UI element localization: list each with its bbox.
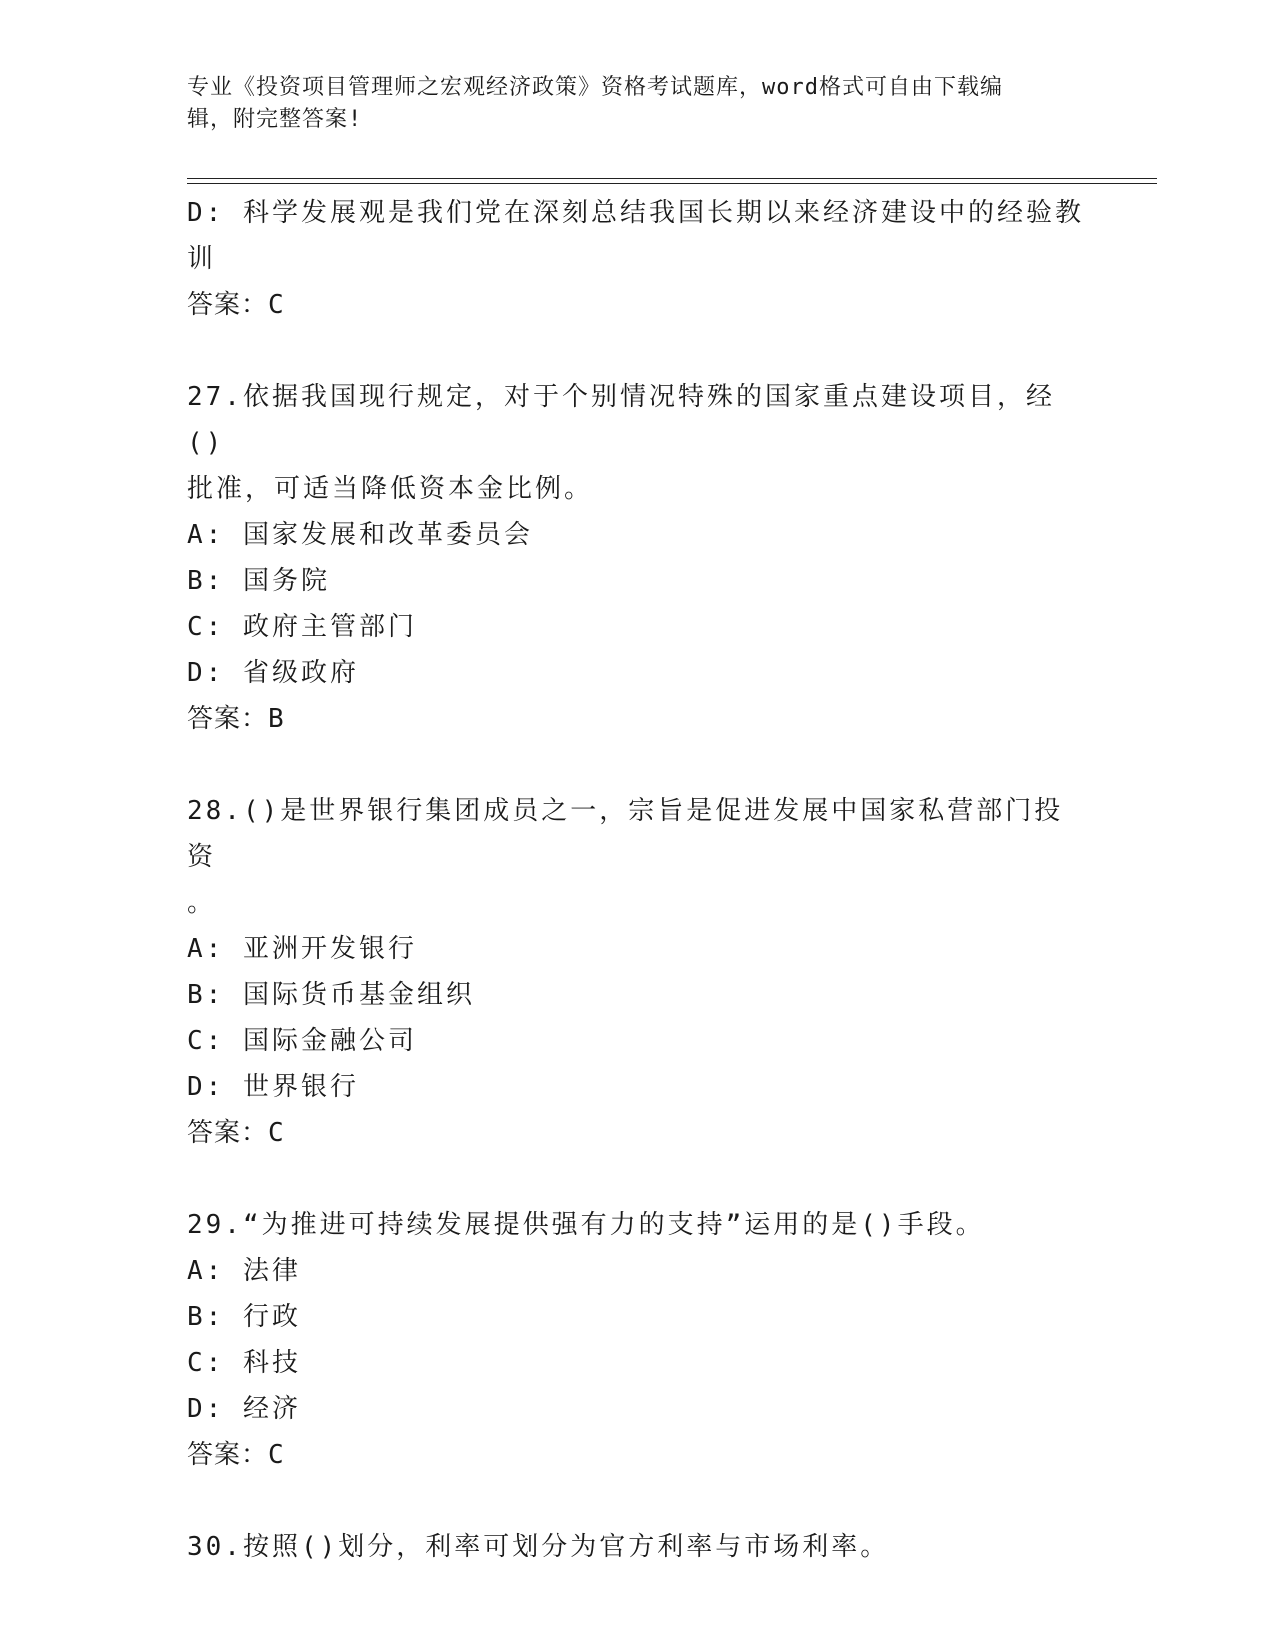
option-d: D: 世界银行 <box>187 1072 359 1102</box>
option-d: D: 经济 <box>187 1394 301 1424</box>
question-block-27 <box>187 374 1087 742</box>
question-text: 28.()是世界银行集团成员之一，宗旨是促进发展中国家私营部门投资 <box>187 796 1064 872</box>
option-c: C: 政府主管部门 <box>187 612 417 642</box>
answer-line: 答案：B <box>187 704 285 734</box>
option-d: D: 科学发展观是我们党在深刻总结我国长期以来经济建设中的经验教 <box>187 198 1084 228</box>
spacer <box>187 1478 1087 1524</box>
option-a: A: 亚洲开发银行 <box>187 934 417 964</box>
header-line-1: 专业《投资项目管理师之宏观经济政策》资格考试题库，word格式可自由下载编 <box>187 75 1003 100</box>
option-a: A: 法律 <box>187 1256 301 1286</box>
header-divider-top <box>187 178 1157 179</box>
answer-line: 答案：C <box>187 1440 285 1470</box>
spacer <box>187 1156 1087 1202</box>
option-c: C: 科技 <box>187 1348 301 1378</box>
question-text: 30.按照()划分，利率可划分为官方利率与市场利率。 <box>187 1532 890 1562</box>
question-block-30 <box>187 1524 1087 1570</box>
option-b: B: 行政 <box>187 1302 301 1332</box>
spacer <box>187 742 1087 788</box>
option-c: C: 国际金融公司 <box>187 1026 417 1056</box>
option-b: B: 国际货币基金组织 <box>187 980 475 1010</box>
document-header <box>187 72 1087 136</box>
document-body <box>187 190 1087 1570</box>
question-block-28 <box>187 788 1087 1156</box>
option-a: A: 国家发展和改革委员会 <box>187 520 533 550</box>
option-d: D: 省级政府 <box>187 658 359 688</box>
question-text: 27.依据我国现行规定，对于个别情况特殊的国家重点建设项目，经() <box>187 382 1055 458</box>
answer-line: 答案：C <box>187 290 285 320</box>
question-text-continued: 。 <box>187 888 217 918</box>
question-text: 29.“为推进可持续发展提供强有力的支持”运用的是()手段。 <box>187 1210 985 1240</box>
option-d-continued: 训 <box>187 244 217 274</box>
question-block-29 <box>187 1202 1087 1478</box>
header-line-2: 辑，附完整答案! <box>187 107 363 132</box>
answer-line: 答案：C <box>187 1118 285 1148</box>
question-text-continued: 批准，可适当降低资本金比例。 <box>187 474 594 504</box>
spacer <box>187 328 1087 374</box>
option-b: B: 国务院 <box>187 566 330 596</box>
previous-question-tail <box>187 190 1087 328</box>
header-divider-bottom <box>187 183 1157 184</box>
